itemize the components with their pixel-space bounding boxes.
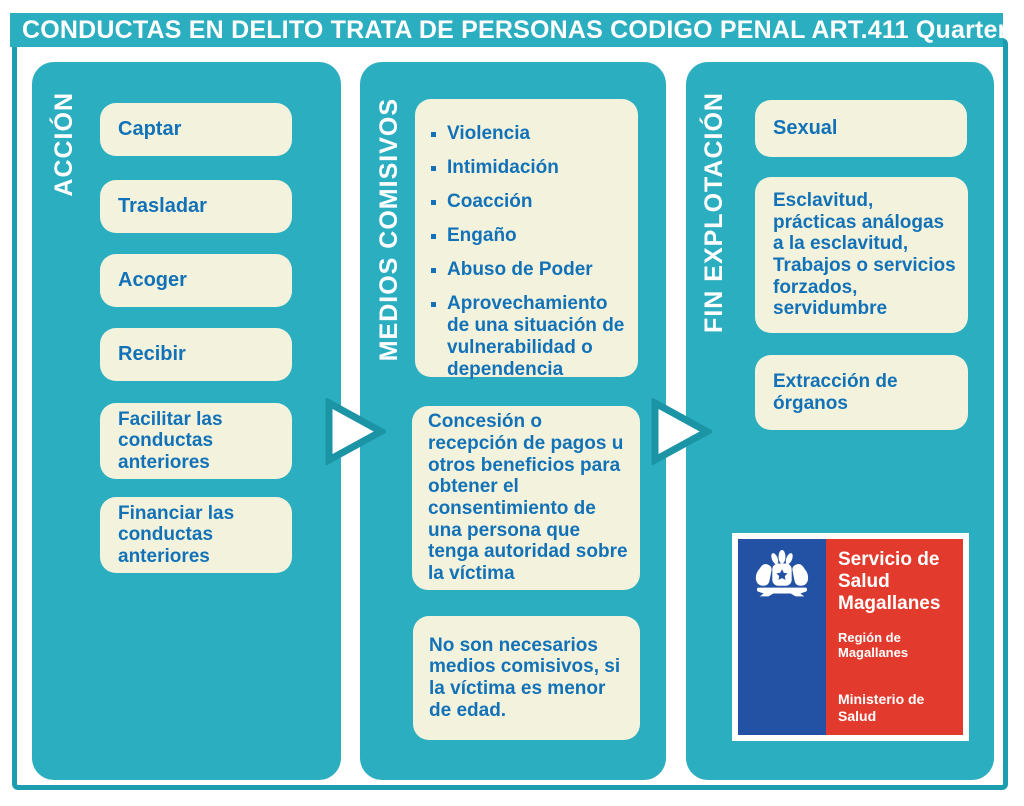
card-recibir: Recibir [100, 328, 292, 381]
bullet-icon [431, 166, 436, 171]
card-acoger: Acoger [100, 254, 292, 307]
list-item [431, 225, 628, 247]
chile-coat-of-arms-icon [748, 549, 816, 607]
servicio-salud-magallanes-logo [732, 533, 969, 741]
card-esclavitud: Esclavitud, prácticas análogas a la esclavitud, Trabajos o servicios forzados, servidumbre [755, 177, 968, 333]
bullet-icon [431, 132, 436, 137]
bullet-text: Abuso de Poder [447, 259, 593, 281]
bullet-text: Violencia [447, 123, 531, 144]
logo-red-panel [826, 539, 963, 735]
arrow-right-icon [650, 398, 712, 465]
title-bar [10, 13, 1008, 47]
bullet-text: Engaño [447, 225, 517, 247]
card-captar: Captar [100, 103, 292, 156]
list-item [431, 123, 628, 145]
logo-org-text: Servicio de Salud Magallanes [838, 549, 941, 615]
bullet-icon [431, 268, 436, 273]
bullet-text: Intimidación [447, 157, 559, 179]
card-financiar-conductas: Financiar las conductas anteriores [100, 497, 292, 573]
column-fin-explotacion-label: FIN EXPLOTACIÓN [700, 92, 728, 333]
card-medios-list [415, 99, 638, 381]
list-item [431, 157, 628, 179]
column-medios-comisivos [360, 62, 666, 780]
bullet-text: Aprovechamiento de una situación de vulnerabilidad o dependencia [447, 293, 625, 381]
list-item [431, 191, 628, 213]
arrow-right-icon [324, 398, 386, 465]
page-title: CONDUCTAS EN DELITO TRATA DE PERSONAS CODIGO PENAL ART.411 Quarter [22, 15, 1008, 44]
card-sexual: Sexual [755, 100, 967, 157]
column-fin-explotacion [686, 62, 994, 780]
logo-ministry-text: Ministerio de Salud [838, 691, 925, 725]
column-medios-comisivos-label: MEDIOS COMISIVOS [375, 98, 403, 362]
card-extraccion-organos: Extracción de órganos [755, 355, 968, 430]
list-item [431, 293, 628, 381]
card-facilitar-conductas: Facilitar las conductas anteriores [100, 403, 292, 479]
card-menor-de-edad: No son necesarios medios comisivos, si la víctima es menor de edad. [413, 616, 640, 740]
card-concesion-pagos: Concesión o recepción de pagos u otros beneficios para obtener el consentimiento de una persona que tenga autoridad sobre la víctima [412, 406, 640, 590]
bullet-icon [431, 200, 436, 205]
logo-region-text: Región de Magallanes [838, 629, 909, 661]
card-trasladar: Trasladar [100, 180, 292, 233]
logo-blue-panel [738, 539, 826, 735]
bullet-icon [431, 234, 436, 239]
bullet-text: Coacción [447, 191, 533, 213]
bullet-icon [431, 302, 436, 307]
column-accion-label: ACCIÓN [50, 92, 78, 197]
column-accion [32, 62, 341, 780]
list-item [431, 259, 628, 281]
medios-bullet-list [431, 123, 628, 381]
